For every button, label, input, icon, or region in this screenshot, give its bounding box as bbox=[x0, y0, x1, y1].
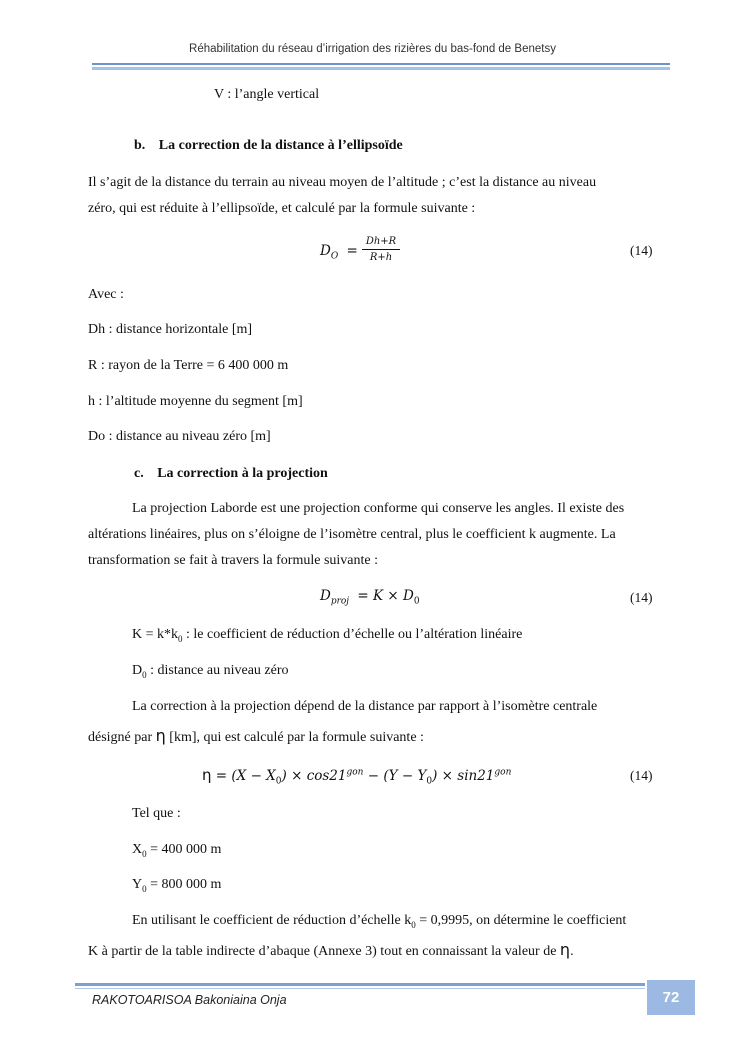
paragraph-3-line-2: désigné par η [km], qui est calculé par la formule suivante : bbox=[88, 726, 424, 745]
eta-symbol: η bbox=[155, 726, 166, 745]
page-number-badge: 72 bbox=[647, 980, 695, 1015]
definition-d0: $D_0$ : distance au niveau zéro bbox=[132, 663, 289, 680]
definition-v: V : l’angle vertical bbox=[214, 87, 320, 102]
equation-2-number: (14) bbox=[630, 590, 653, 605]
paragraph-2-line-2: altérations linéaires, plus on s’éloigne de l’isomètre central, plus le coefficient k augmente. La bbox=[88, 527, 616, 542]
footer-rule-light bbox=[75, 988, 645, 989]
fraction-bar bbox=[362, 249, 400, 250]
equation-2: $D_{proj} = K \times D_0$ bbox=[320, 588, 420, 607]
section-b-letter: b. bbox=[134, 138, 146, 153]
equation-1-number: (14) bbox=[630, 243, 653, 258]
paragraph-1-line-1: Il s’agit de la distance du terrain au niveau moyen de l’altitude ; c’est la distance au niveau bbox=[88, 175, 597, 190]
section-b-heading bbox=[134, 139, 403, 153]
paragraph-4-line-2: K à partir de la table indirecte d’abaque (Annexe 3) tout en connaissant la valeur de η. bbox=[88, 940, 574, 959]
footer-rule bbox=[75, 983, 645, 986]
section-c-letter: c. bbox=[134, 466, 144, 481]
header-rule-light bbox=[92, 67, 670, 70]
tel-que-label: Tel que : bbox=[132, 806, 181, 821]
definition-y0: $Y_0 = 800$ 000 m bbox=[132, 877, 222, 894]
paragraph-2-line-1: La projection Laborde est une projection conforme qui conserve les angles. Il existe des bbox=[132, 501, 625, 516]
eta-symbol: η bbox=[559, 940, 571, 959]
header-rule bbox=[92, 63, 670, 65]
definition-r: R : rayon de la Terre = 6 400 000 m bbox=[88, 358, 289, 373]
definition-k: $K = k*k_0$ : le coefficient de réduction d’échelle ou l’altération linéaire bbox=[132, 627, 523, 644]
paragraph-3-line-1: La correction à la projection dépend de la distance par rapport à l’isomètre centrale bbox=[132, 699, 598, 714]
equation-3: $\eta = (X - X_0) \times \cos 21^{gon} - (Y - Y_0) \times \sin 21^{gon}$ bbox=[202, 766, 512, 787]
equation-1-fraction bbox=[362, 236, 400, 263]
definition-h: h : l’altitude moyenne du segment [m] bbox=[88, 394, 303, 409]
avec-label: Avec : bbox=[88, 287, 124, 302]
paragraph-2-line-3: transformation se fait à travers la formule suivante : bbox=[88, 553, 379, 568]
definition-dh: Dh : distance horizontale [m] bbox=[88, 322, 253, 337]
section-b-title: La correction de la distance à l’ellipsoïde bbox=[158, 138, 403, 153]
section-c-title: La correction à la projection bbox=[157, 466, 328, 481]
paragraph-4-line-1: En utilisant le coefficient de réduction d’échelle $k_0 = 0,9995$, on détermine le coefficient bbox=[132, 913, 627, 930]
paragraph-1-line-2: zéro, qui est réduite à l’ellipsoïde, et calculé par la formule suivante : bbox=[88, 201, 476, 216]
equation-1-lhs: $D_O$ = bbox=[320, 243, 358, 262]
equation-3-number: (14) bbox=[630, 768, 653, 783]
definition-x0: $X_0 = 400$ 000 m bbox=[132, 842, 222, 859]
running-header-title: Réhabilitation du réseau d’irrigation des rizières du bas-fond de Benetsy bbox=[189, 43, 556, 55]
eta-symbol: η bbox=[202, 766, 212, 784]
definition-do: Do : distance au niveau zéro [m] bbox=[88, 429, 271, 444]
equation-1-numerator: Dh+R bbox=[365, 236, 397, 247]
footer-author: RAKOTOARISOA Bakoniaina Onja bbox=[92, 993, 287, 1007]
section-c-heading bbox=[134, 467, 328, 481]
equation-1-denominator: R+h bbox=[369, 252, 393, 263]
